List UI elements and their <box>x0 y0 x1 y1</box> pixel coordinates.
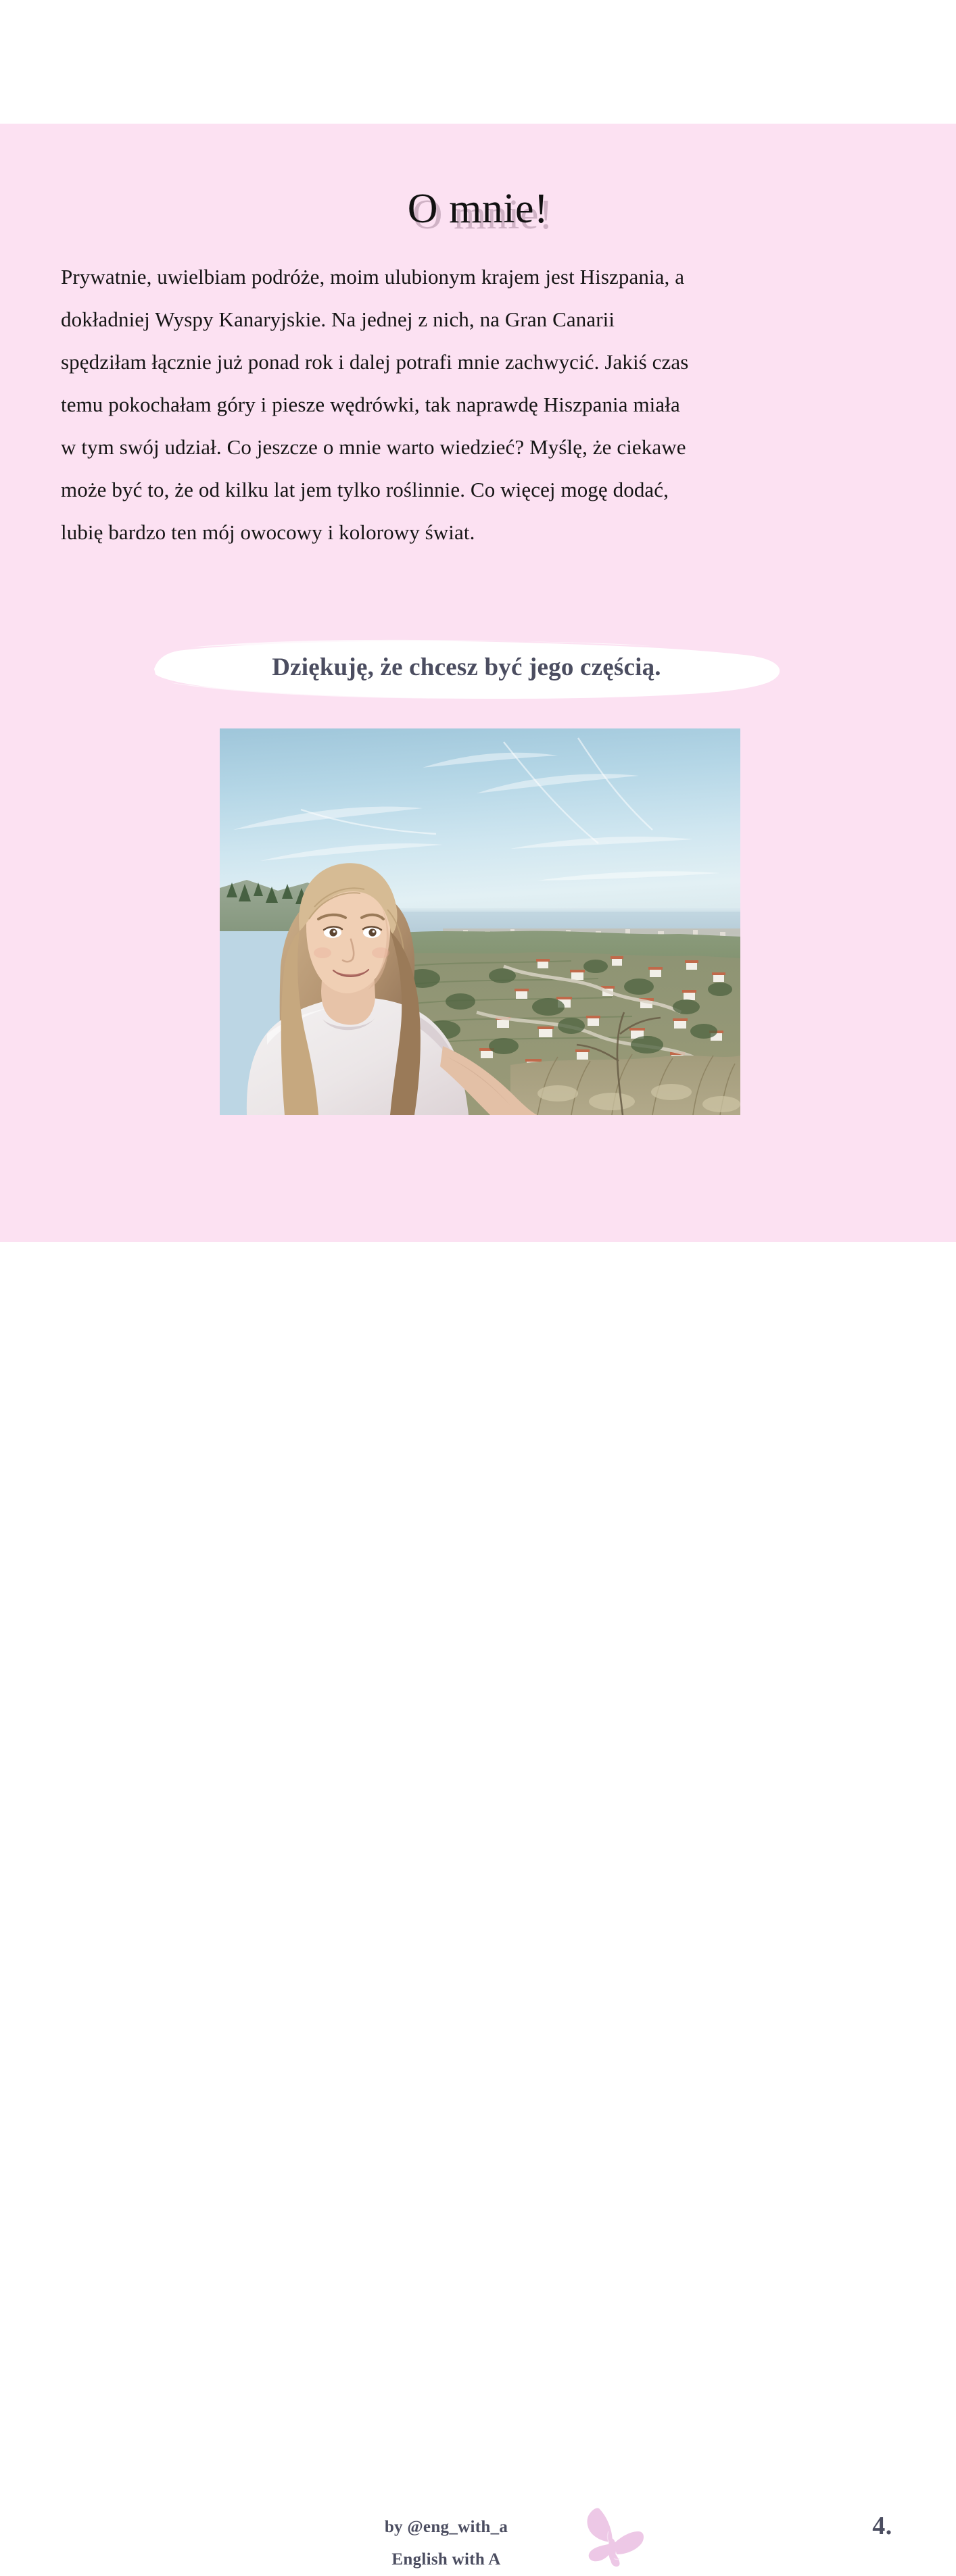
page-number: 4. <box>872 2512 892 2540</box>
about-me-paragraph: Prywatnie, uwielbiam podróże, moim ulubionym krajem jest Hiszpania, a dokładniej Wyspy Kanaryjskie. Na jednej z nich, na Gran Canarii spędziłam łącznie już ponad rok i dalej potrafi mnie zachwycić. Jakiś czas temu pokochałam góry i piesze wędrówki, tak naprawdę Hiszpania miała w tym swój udział. Co jeszcze o mnie warto wiedzieć? Myślę, że ciekawe może być to, że od kilku lat jem tylko roślinnie. Co więcej mogę dodać, lubię bardzo ten mój owocowy i kolorowy świat. <box>61 265 689 544</box>
thank-you-callout <box>149 634 784 700</box>
butterfly-icon-glyph <box>579 2500 649 2571</box>
footer-handle: by @eng_with_a <box>384 2518 508 2536</box>
page-title: O mnie! <box>407 185 549 232</box>
butterfly-icon <box>579 2500 649 2571</box>
footer-brand: English with A <box>391 2550 501 2569</box>
footer-credit <box>325 2511 568 2576</box>
author-photo-image <box>220 728 740 1115</box>
thank-you-text: Dziękuję, że chcesz być jego częścią. <box>272 653 661 681</box>
about-me-text <box>61 255 691 553</box>
page-footer <box>0 1242 956 2569</box>
author-photo <box>220 728 740 1115</box>
